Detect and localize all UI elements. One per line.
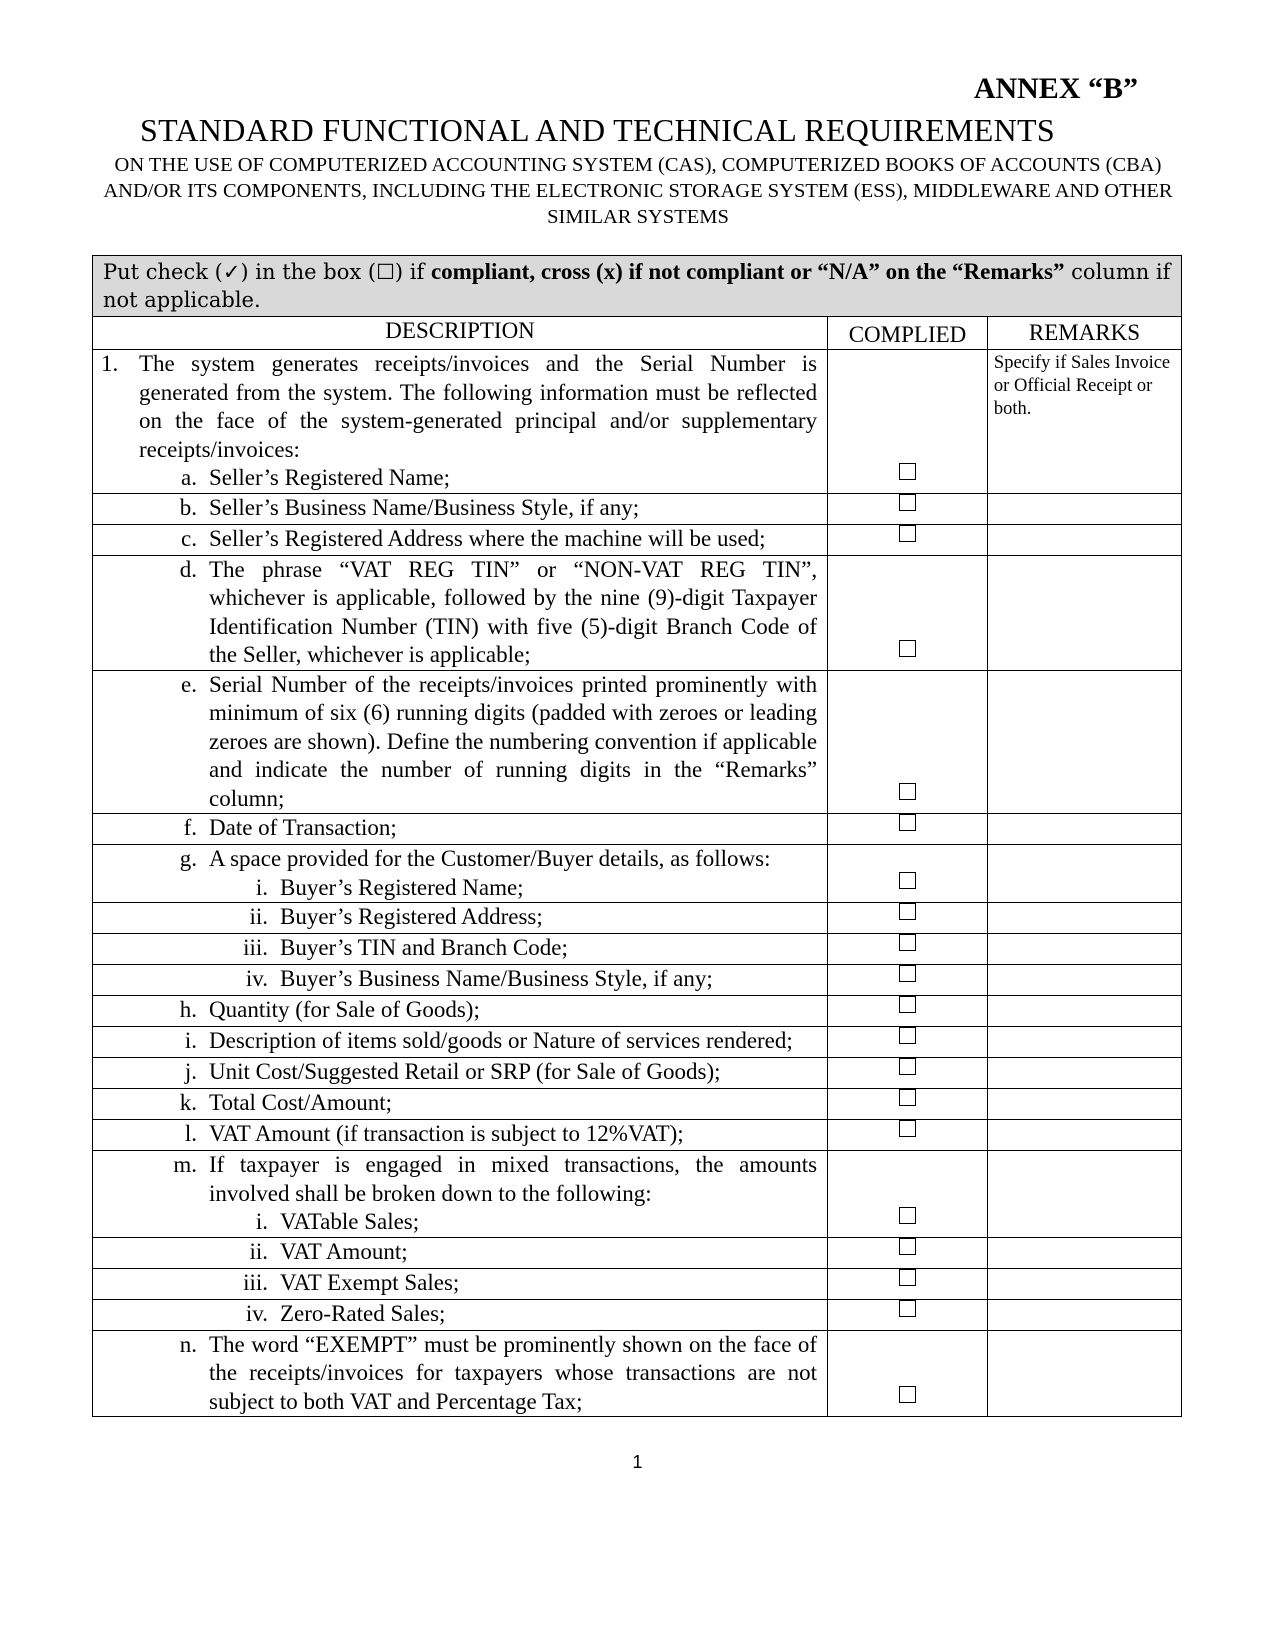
column-header-description: DESCRIPTION [93, 317, 828, 350]
complied-checkbox[interactable] [899, 1089, 916, 1106]
description-cell [93, 524, 828, 555]
remarks-cell[interactable] [987, 1089, 1181, 1120]
description-cell [93, 814, 828, 845]
item-number: k. [179, 1090, 197, 1115]
complied-cell [828, 1058, 988, 1089]
description-cell [93, 845, 828, 903]
complied-checkbox[interactable] [899, 640, 916, 657]
item-text: Buyer’s Registered Name; [280, 874, 524, 900]
complied-cell [828, 493, 988, 524]
remarks-cell[interactable] [987, 493, 1181, 524]
complied-cell [828, 1089, 988, 1120]
remarks-cell[interactable] [987, 1268, 1181, 1299]
remarks-cell[interactable] [987, 1151, 1181, 1238]
item-text: A space provided for the Customer/Buyer details, as follows: [209, 846, 771, 871]
complied-checkbox[interactable] [899, 783, 916, 800]
item-text: Date of Transaction; [209, 815, 397, 840]
item-number: iv. [245, 1300, 268, 1326]
item-number: g. [179, 846, 197, 871]
list-item [93, 671, 827, 814]
list-item [93, 1151, 827, 1208]
table-row [93, 903, 1182, 934]
complied-checkbox[interactable] [899, 1207, 916, 1224]
table-row [93, 1120, 1182, 1151]
remarks-cell[interactable] [987, 524, 1181, 555]
complied-checkbox[interactable] [899, 1238, 916, 1255]
list-item [93, 845, 827, 874]
description-cell [93, 1120, 828, 1151]
column-header-row [93, 317, 1182, 350]
table-row [93, 1089, 1182, 1120]
table-row [93, 965, 1182, 996]
list-item [93, 1269, 827, 1298]
description-cell [93, 996, 828, 1027]
complied-checkbox[interactable] [899, 1269, 916, 1286]
requirements-table [92, 255, 1182, 1417]
list-item [93, 996, 827, 1025]
complied-checkbox[interactable] [899, 934, 916, 951]
remarks-cell[interactable] [987, 996, 1181, 1027]
item-number: iii. [243, 1269, 268, 1295]
item-number: 1. [101, 351, 119, 376]
complied-cell [828, 555, 988, 670]
instructions-cell [93, 256, 1182, 317]
item-text: Seller’s Business Name/Business Style, if any; [209, 494, 640, 520]
item-text: The system generates receipts/invoices and the Serial Number is generated from the system. The following information must be reflected on the face of the system-generated principal and/or supplementary receipts/invoices: [139, 351, 818, 462]
remarks-cell[interactable] [987, 965, 1181, 996]
document-title: STANDARD FUNCTIONAL AND TECHNICAL REQUIREMENTS [140, 112, 1055, 148]
item-number: d. [179, 556, 197, 582]
table-row [93, 1058, 1182, 1089]
column-header-remarks: REMARKS [987, 317, 1181, 350]
column-header-complied: COMPLIED [828, 317, 988, 350]
item-number: a. [181, 465, 197, 490]
remarks-cell[interactable] [987, 1299, 1181, 1330]
document-subtitle: ON THE USE OF COMPUTERIZED ACCOUNTING SYSTEM (CAS), COMPUTERIZED BOOKS OF ACCOUNTS (CBA) AND/OR ITS COMPONENTS, INCLUDING THE ELECTRONIC STORAGE SYSTEM (ESS), MIDDLEWARE AND OTHER SIMILAR SYSTEMS [103, 154, 1173, 228]
remarks-cell[interactable] [987, 845, 1181, 903]
item-number: m. [173, 1152, 197, 1177]
remarks-cell[interactable] [987, 903, 1181, 934]
complied-cell [828, 1027, 988, 1058]
item-text: VAT Amount (if transaction is subject to 12%VAT); [209, 1121, 684, 1146]
remarks-cell[interactable]: Specify if Sales Invoice or Official Receipt or both. [987, 350, 1181, 494]
item-text: The phrase “VAT REG TIN” or “NON-VAT REG TIN”, whichever is applicable, followed by the nine (9)-digit Taxpayer Identification Number (TIN) with five (5)-digit Branch Code of the Seller, whichever is applicable; [209, 556, 818, 667]
item-text: Unit Cost/Suggested Retail or SRP (for Sale of Goods); [209, 1059, 721, 1084]
complied-checkbox[interactable] [899, 814, 916, 831]
list-item [93, 525, 827, 554]
table-row [93, 1330, 1182, 1417]
list-item [93, 556, 827, 670]
complied-cell [828, 965, 988, 996]
description-cell [93, 903, 828, 934]
remarks-cell[interactable] [987, 814, 1181, 845]
list-item [93, 1208, 827, 1237]
complied-cell [828, 350, 988, 494]
complied-checkbox[interactable] [899, 1058, 916, 1075]
instructions-text-bold: compliant, cross (x) if not compliant or “N/A” on the “Remarks” [430, 259, 1065, 284]
list-item [93, 464, 827, 493]
complied-cell [828, 1120, 988, 1151]
complied-checkbox[interactable] [899, 463, 916, 480]
remarks-cell[interactable] [987, 1237, 1181, 1268]
list-item [93, 1331, 827, 1417]
item-number: iii. [243, 935, 268, 960]
item-number: n. [179, 1331, 197, 1357]
complied-cell [828, 1330, 988, 1417]
remarks-cell[interactable] [987, 934, 1181, 965]
instructions-row [93, 256, 1182, 317]
item-text: VATable Sales; [280, 1209, 420, 1234]
item-text: VAT Exempt Sales; [280, 1269, 460, 1295]
list-item [93, 1300, 827, 1329]
table-row [93, 1299, 1182, 1330]
item-number: i. [255, 874, 268, 900]
item-number: ii. [249, 904, 268, 929]
complied-cell [828, 934, 988, 965]
item-text: Serial Number of the receipts/invoices printed prominently with minimum of six (6) running digits (padded with zeroes or leading zeroes are shown). Define the numbering convention if applicable and indicate the number of running digits in the “Remarks” column; [209, 671, 818, 811]
description-cell [93, 934, 828, 965]
table-row [93, 1268, 1182, 1299]
list-item [93, 1058, 827, 1087]
complied-cell [828, 1268, 988, 1299]
list-item [93, 1089, 827, 1118]
complied-checkbox[interactable] [899, 872, 916, 889]
list-item [93, 1120, 827, 1149]
complied-cell [828, 903, 988, 934]
item-number: j. [184, 1059, 197, 1084]
remarks-cell[interactable] [987, 555, 1181, 670]
page-number: 1 [632, 1452, 643, 1472]
item-text: Seller’s Registered Name; [209, 465, 451, 490]
item-number: h. [179, 997, 197, 1022]
complied-cell [828, 1299, 988, 1330]
table-row [93, 1151, 1182, 1238]
item-number: i. [184, 1028, 197, 1053]
item-text: If taxpayer is engaged in mixed transactions, the amounts involved shall be broken down to the following: [209, 1152, 818, 1206]
remarks-cell[interactable] [987, 1330, 1181, 1417]
complied-cell [828, 670, 988, 814]
item-text: Zero-Rated Sales; [280, 1300, 446, 1326]
instructions-text-2: column if not applicable. [103, 260, 1171, 312]
description-cell [93, 350, 828, 494]
list-item [93, 814, 827, 843]
item-number: e. [181, 671, 197, 697]
complied-cell [828, 996, 988, 1027]
description-cell [93, 965, 828, 996]
complied-cell [828, 845, 988, 903]
table-row [93, 1027, 1182, 1058]
table-row [93, 934, 1182, 965]
complied-checkbox[interactable] [899, 996, 916, 1013]
table-row [93, 996, 1182, 1027]
description-cell [93, 1299, 828, 1330]
item-text: Buyer’s Business Name/Business Style, if any; [280, 966, 713, 991]
item-number: l. [184, 1121, 197, 1146]
description-cell [93, 1237, 828, 1268]
item-number: iv. [245, 966, 268, 991]
complied-checkbox[interactable] [899, 494, 916, 511]
list-item [93, 965, 827, 994]
item-text: Total Cost/Amount; [209, 1090, 393, 1115]
item-number: i. [255, 1209, 268, 1234]
description-cell [93, 1268, 828, 1299]
item-text: Description of items sold/goods or Nature of services rendered; [209, 1028, 793, 1053]
item-text: VAT Amount; [280, 1238, 408, 1264]
description-cell [93, 1330, 828, 1417]
remarks-cell[interactable] [987, 1027, 1181, 1058]
description-cell [93, 670, 828, 814]
complied-checkbox[interactable] [899, 1300, 916, 1317]
instructions-text-1: Put check (✓) in the box (☐) if [103, 260, 431, 284]
table-row [93, 524, 1182, 555]
item-text: Seller’s Registered Address where the machine will be used; [209, 525, 766, 551]
table-row [93, 845, 1182, 903]
list-item [93, 1027, 827, 1056]
list-item [93, 903, 827, 932]
table-row [93, 814, 1182, 845]
complied-cell [828, 1151, 988, 1238]
description-cell [93, 1089, 828, 1120]
item-number: f. [183, 815, 197, 840]
item-number: b. [179, 494, 197, 520]
remarks-cell[interactable] [987, 1120, 1181, 1151]
item-text: Buyer’s Registered Address; [280, 904, 543, 929]
remarks-cell[interactable] [987, 670, 1181, 814]
item-text: The word “EXEMPT” must be prominently shown on the face of the receipts/invoices for taxpayers whose transactions are not subject to both VAT and Percentage Tax; [209, 1331, 818, 1414]
complied-checkbox[interactable] [899, 1120, 916, 1137]
item-text: Quantity (for Sale of Goods); [209, 997, 480, 1022]
annex-label: ANNEX “B” [973, 72, 1138, 105]
table-row [93, 555, 1182, 670]
table-row [93, 493, 1182, 524]
description-cell [93, 1151, 828, 1238]
description-cell [93, 493, 828, 524]
complied-checkbox[interactable] [899, 525, 916, 542]
complied-checkbox[interactable] [899, 1386, 916, 1403]
description-cell [93, 1058, 828, 1089]
list-item [93, 350, 827, 464]
list-item [93, 1238, 827, 1267]
complied-cell [828, 1237, 988, 1268]
description-cell [93, 1027, 828, 1058]
complied-checkbox[interactable] [899, 965, 916, 982]
remarks-cell[interactable] [987, 1058, 1181, 1089]
description-cell [93, 555, 828, 670]
complied-cell [828, 524, 988, 555]
table-row [93, 1237, 1182, 1268]
item-number: ii. [249, 1238, 268, 1264]
complied-checkbox[interactable] [899, 903, 916, 920]
table-row [93, 670, 1182, 814]
list-item [93, 934, 827, 963]
complied-cell [828, 814, 988, 845]
complied-checkbox[interactable] [899, 1027, 916, 1044]
item-number: c. [181, 525, 197, 551]
list-item [93, 874, 827, 903]
item-text: Buyer’s TIN and Branch Code; [280, 935, 568, 960]
list-item [93, 494, 827, 523]
table-row [93, 350, 1182, 494]
